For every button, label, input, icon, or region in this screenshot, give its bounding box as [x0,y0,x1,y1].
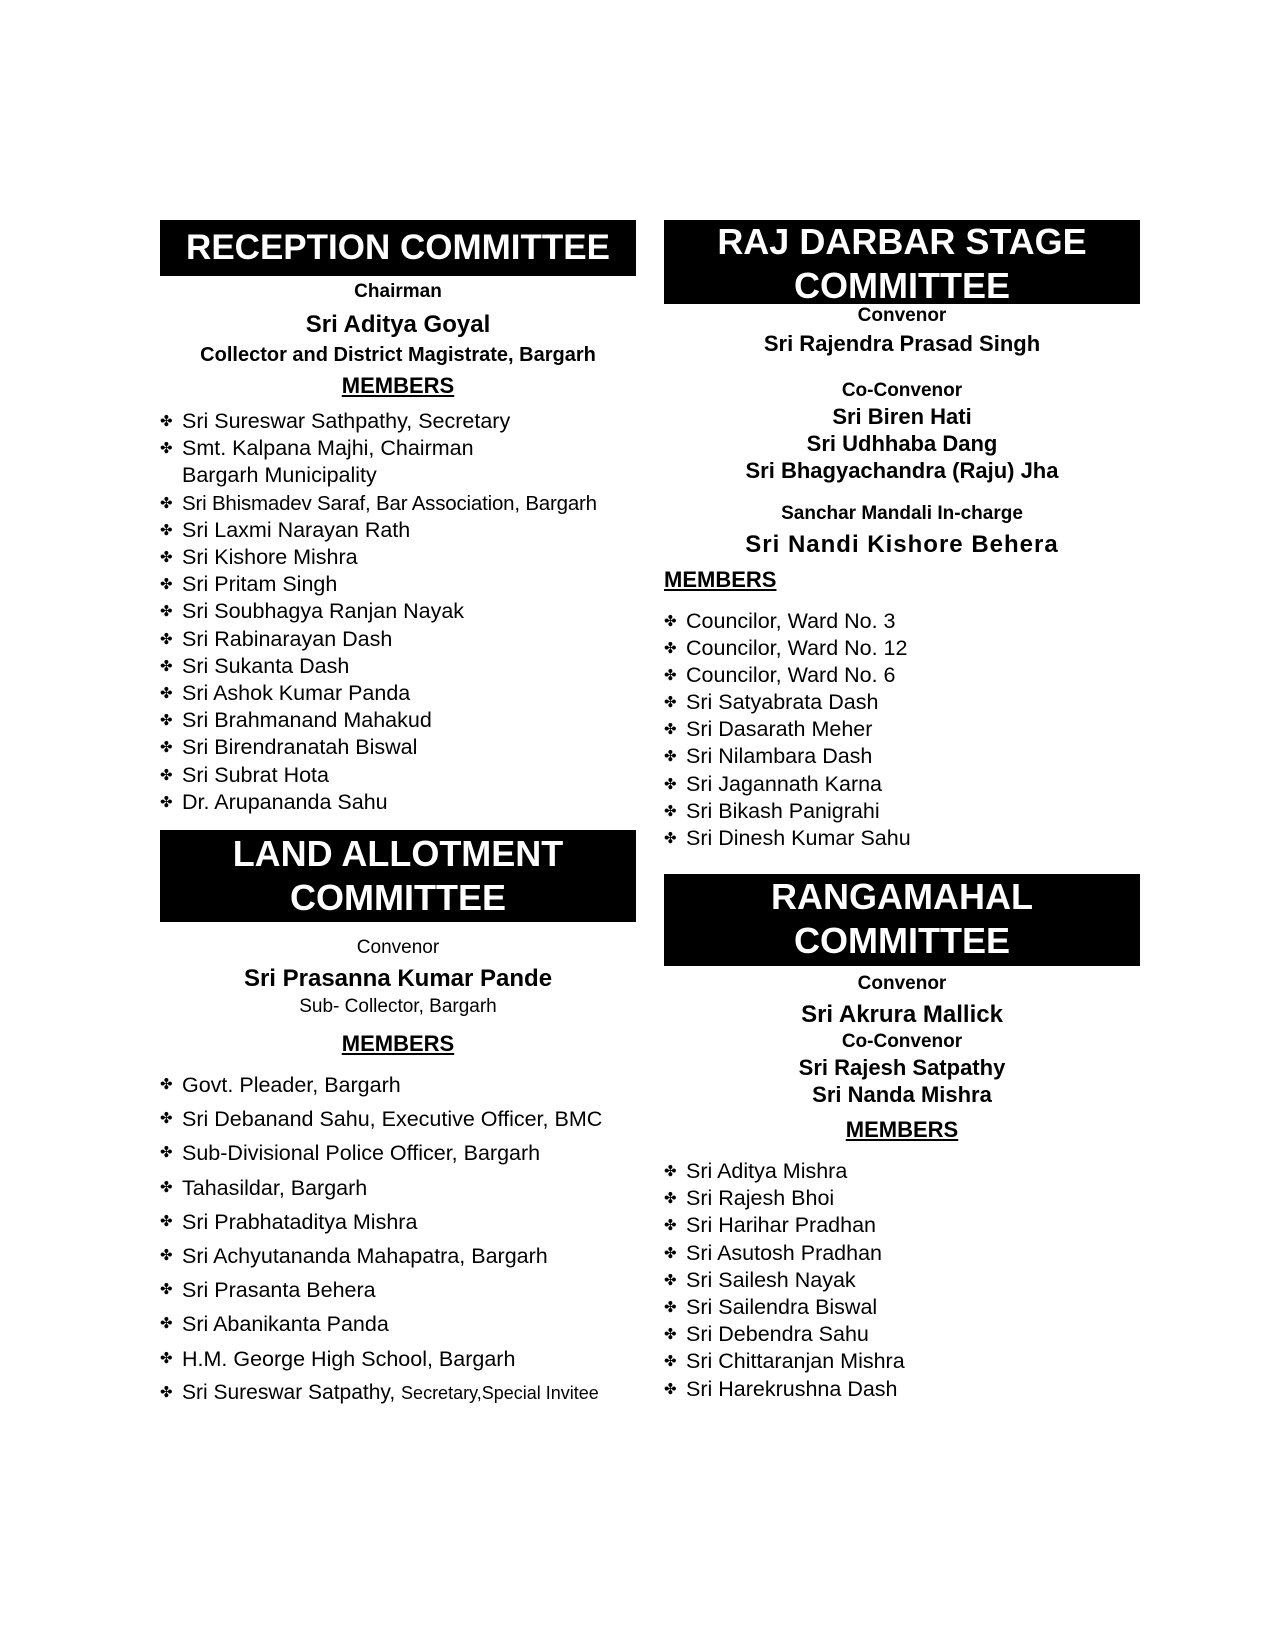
rangamahal-convenor-name: Sri Akrura Mallick [801,1001,1003,1028]
bullet-icon: ✤ [160,1247,173,1265]
list-item: ✤ Sri Sailesh Nayak [664,1267,1140,1294]
bullet-icon: ✤ [160,1281,173,1299]
list-item: ✤ Sri Asutosh Pradhan [664,1240,1140,1267]
bullet-icon: ✤ [160,413,173,430]
reception-chairman-designation: Collector and District Magistrate, Bargarh [200,344,596,366]
bullet-icon: ✤ [664,613,677,630]
bullet-icon: ✤ [664,694,677,712]
list-item: ✤ Dr. Arupananda Sahu [160,789,636,816]
bullet-icon: ✤ [664,721,677,739]
list-item: ✤ Councilor, Ward No. 6 [664,662,1140,689]
list-item: ✤ Sri Laxmi Narayan Rath [160,517,636,544]
rangamahal-coconvenor-1: Sri Rajesh Satpathy [798,1055,1006,1080]
list-item: ✤ Sri Achyutananda Mahapatra, Bargarh [160,1239,636,1273]
bullet-icon: ✤ [160,1178,173,1196]
land-allotment-committee [160,830,636,1410]
rajdarbar-convenor-label: Convenor [857,305,947,326]
bullet-icon: ✤ [160,1383,173,1401]
land-convenor-label: Convenor [356,937,440,958]
rajdarbar-sanchar-name: Sri Nandi Kishore Behera [745,531,1059,558]
list-item-continuation: Bargarh Municipality [182,463,377,488]
bullet-icon: ✤ [664,1271,677,1289]
list-item: ✤ Sri Ashok Kumar Panda [160,680,636,707]
bullet-icon: ✤ [160,739,173,757]
bullet-icon: ✤ [664,1380,677,1398]
rajdarbar-convenor-name: Sri Rajendra Prasad Singh [763,331,1041,356]
bullet-icon: ✤ [160,1212,173,1230]
land-convenor-name: Sri Prasanna Kumar Pande [243,965,553,992]
land-members-heading: MEMBERS [341,1031,455,1056]
bullet-icon: ✤ [160,1315,173,1333]
rajdarbar-coconvenor-1: Sri Biren Hati [832,404,972,429]
bullet-icon: ✤ [160,657,173,675]
list-item: ✤ Councilor, Ward No. 3 [664,608,1140,635]
list-item: ✤ Sri Sukanta Dash [160,653,636,680]
list-item: ✤ Sri Harekrushna Dash [664,1376,1140,1403]
list-item: ✤ Sri Sailendra Biswal [664,1294,1140,1321]
reception-committee [160,220,636,816]
bullet-icon: ✤ [160,712,173,730]
rajdarbar-members-heading: MEMBERS [664,567,777,592]
bullet-icon: ✤ [160,440,173,458]
list-item: ✤ Govt. Pleader, Bargarh [160,1068,636,1102]
reception-chairman-name: Sri Aditya Goyal [305,311,491,338]
bullet-icon: ✤ [160,1076,173,1093]
rajdarbar-members-list [664,608,1140,852]
list-item: ✤ Sri Dinesh Kumar Sahu [664,825,1140,852]
reception-members-heading: MEMBERS [341,373,455,398]
list-item: ✤ Smt. Kalpana Majhi, Chairman [160,435,636,462]
list-item: ✤ Sri Bhismadev Saraf, Bar Association, Bargarh [160,490,636,517]
list-item: ✤ Sri Prasanta Behera [160,1273,636,1307]
raj-darbar-committee [664,220,1140,852]
list-item: ✤ Sri Aditya Mishra [664,1158,1140,1185]
reception-title: RECEPTION COMMITTEE [160,220,636,276]
list-item: ✤ Sri Nilambara Dash [664,743,1140,770]
list-item: ✤ Sri Bikash Panigrahi [664,798,1140,825]
bullet-icon: ✤ [664,829,677,847]
bullet-icon: ✤ [160,576,173,594]
rangamahal-committee [664,874,1140,1403]
bullet-icon: ✤ [160,603,173,621]
land-title-line2: COMMITTEE [290,877,506,918]
bullet-icon: ✤ [664,775,677,793]
bullet-icon: ✤ [664,667,677,685]
rangamahal-convenor-label: Convenor [857,973,947,994]
bullet-icon: ✤ [664,748,677,766]
rajdarbar-title [664,220,1140,304]
rangamahal-coconvenor-2: Sri Nanda Mishra [812,1082,992,1107]
bullet-icon: ✤ [160,793,173,811]
reception-chairman-label: Chairman [354,281,442,302]
bullet-icon: ✤ [664,640,677,658]
list-item: ✤ Sri Satyabrata Dash [664,689,1140,716]
bullet-icon: ✤ [664,1244,677,1262]
rajdarbar-coconvenor-3: Sri Bhagyachandra (Raju) Jha [745,458,1059,483]
list-item: ✤ Sri Rabinarayan Dash [160,626,636,653]
land-convenor-designation: Sub- Collector, Bargarh [299,996,497,1017]
land-title-line1: LAND ALLOTMENT [232,833,564,874]
bullet-icon: ✤ [160,494,173,512]
rangamahal-coconvenor-label: Co-Convenor [841,1031,963,1052]
rangamahal-members-heading: MEMBERS [845,1117,959,1142]
bullet-icon: ✤ [160,1110,173,1128]
rangamahal-title-line2: COMMITTEE [794,920,1010,961]
list-item: ✤ Sub-Divisional Police Officer, Bargarh [160,1136,636,1170]
bullet-icon: ✤ [160,630,173,648]
bullet-icon: ✤ [160,685,173,703]
list-item: ✤ Sri Rajesh Bhoi [664,1185,1140,1212]
bullet-icon: ✤ [664,1299,677,1317]
list-item: ✤ Sri Pritam Singh [160,571,636,598]
rangamahal-title-line1: RANGAMAHAL [771,876,1033,917]
list-item: ✤ Tahasildar, Bargarh [160,1171,636,1205]
bullet-icon: ✤ [664,1326,677,1344]
list-item: ✤ Sri Subrat Hota [160,762,636,789]
list-item: ✤ Sri Brahmanand Mahakud [160,707,636,734]
bullet-icon: ✤ [664,802,677,820]
list-item: ✤ Sri Sureswar Sathpathy, Secretary [160,408,636,435]
list-item: ✤ Sri Abanikanta Panda [160,1307,636,1341]
bullet-icon: ✤ [160,1349,173,1367]
list-item: ✤ Sri Harihar Pradhan [664,1212,1140,1239]
bullet-icon: ✤ [664,1190,677,1208]
land-members-list [160,1068,636,1410]
rajdarbar-title-line2: COMMITTEE [794,265,1010,304]
list-item: ✤ Sri Sureswar Satpathy, Secretary,Special Invitee [160,1376,636,1410]
bullet-icon: ✤ [160,1144,173,1162]
bullet-icon: ✤ [664,1163,677,1180]
rajdarbar-coconvenor-label: Co-Convenor [841,380,963,401]
bullet-icon: ✤ [160,766,173,784]
list-item: ✤ Sri Kishore Mishra [160,544,636,571]
list-item: ✤ H.M. George High School, Bargarh [160,1342,636,1376]
list-item: ✤ Sri Birendranatah Biswal [160,734,636,761]
list-item: ✤ Sri Dasarath Meher [664,716,1140,743]
bullet-icon: ✤ [664,1217,677,1235]
list-item: ✤ Councilor, Ward No. 12 [664,635,1140,662]
bullet-icon: ✤ [160,521,173,539]
list-item: ✤ Sri Prabhataditya Mishra [160,1205,636,1239]
land-title [160,830,636,922]
list-item: ✤ Sri Chittaranjan Mishra [664,1348,1140,1375]
list-item: ✤ Sri Soubhagya Ranjan Nayak [160,598,636,625]
rajdarbar-title-line1: RAJ DARBAR STAGE [717,221,1087,262]
list-item: ✤ Sri Jagannath Karna [664,771,1140,798]
list-item: ✤ Sri Debanand Sahu, Executive Officer, BMC [160,1102,636,1136]
list-item: ✤ Sri Debendra Sahu [664,1321,1140,1348]
rangamahal-title [664,874,1140,966]
reception-members-list [160,408,636,816]
bullet-icon: ✤ [160,549,173,567]
rajdarbar-coconvenor-2: Sri Udhhaba Dang [806,431,998,456]
rajdarbar-sanchar-label: Sanchar Mandali In-charge [781,503,1023,524]
bullet-icon: ✤ [664,1353,677,1371]
rangamahal-members-list [664,1158,1140,1403]
